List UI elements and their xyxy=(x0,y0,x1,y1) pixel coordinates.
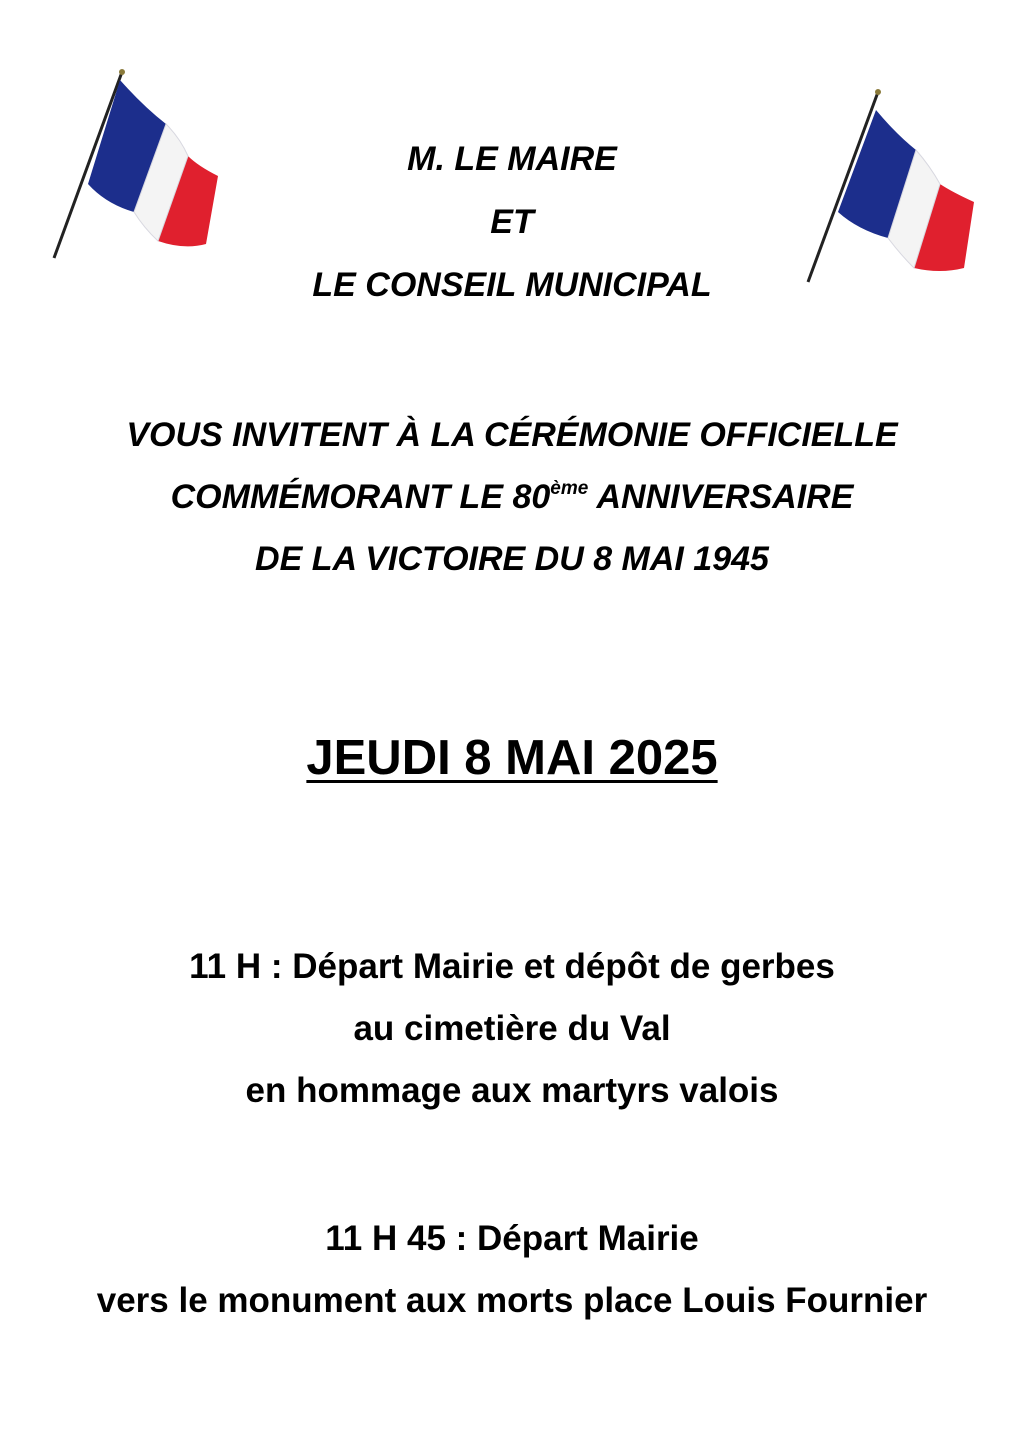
schedule-item-monument xyxy=(20,1208,1004,1332)
hosts-block xyxy=(212,128,812,317)
schedule-2-line-1: 11 H 45 : Départ Mairie xyxy=(325,1219,699,1258)
schedule-item-wreath-laying xyxy=(20,936,1004,1122)
schedule-1-line-2: au cimetière du Val xyxy=(353,1009,671,1048)
invitation-line-2-end: ANNIVERSAIRE xyxy=(588,478,854,516)
hosts-line-mayor: M. LE MAIRE xyxy=(407,140,617,178)
invitation-line-2-start: COMMÉMORANT LE 80 xyxy=(170,478,551,516)
event-date-text: JEUDI 8 MAI 2025 xyxy=(306,731,718,785)
french-flag-right-icon xyxy=(800,88,985,288)
ordinal-superscript: ème xyxy=(550,478,589,499)
invitation-block xyxy=(40,404,984,590)
schedule-2-line-2: vers le monument aux morts place Louis Fournier xyxy=(96,1281,928,1320)
schedule-1-line-3: en hommage aux martyrs valois xyxy=(245,1071,779,1110)
invitation-line-1: VOUS INVITENT À LA CÉRÉMONIE OFFICIELLE xyxy=(126,416,898,454)
invitation-line-2 xyxy=(40,466,984,528)
hosts-line-council: LE CONSEIL MUNICIPAL xyxy=(312,266,712,304)
event-date-heading xyxy=(0,728,1024,788)
invitation-line-3: DE LA VICTOIRE DU 8 MAI 1945 xyxy=(255,540,769,578)
french-flag-left-icon xyxy=(48,66,228,266)
hosts-line-and: ET xyxy=(490,203,534,241)
schedule-1-line-1: 11 H : Départ Mairie et dépôt de gerbes xyxy=(189,947,835,986)
